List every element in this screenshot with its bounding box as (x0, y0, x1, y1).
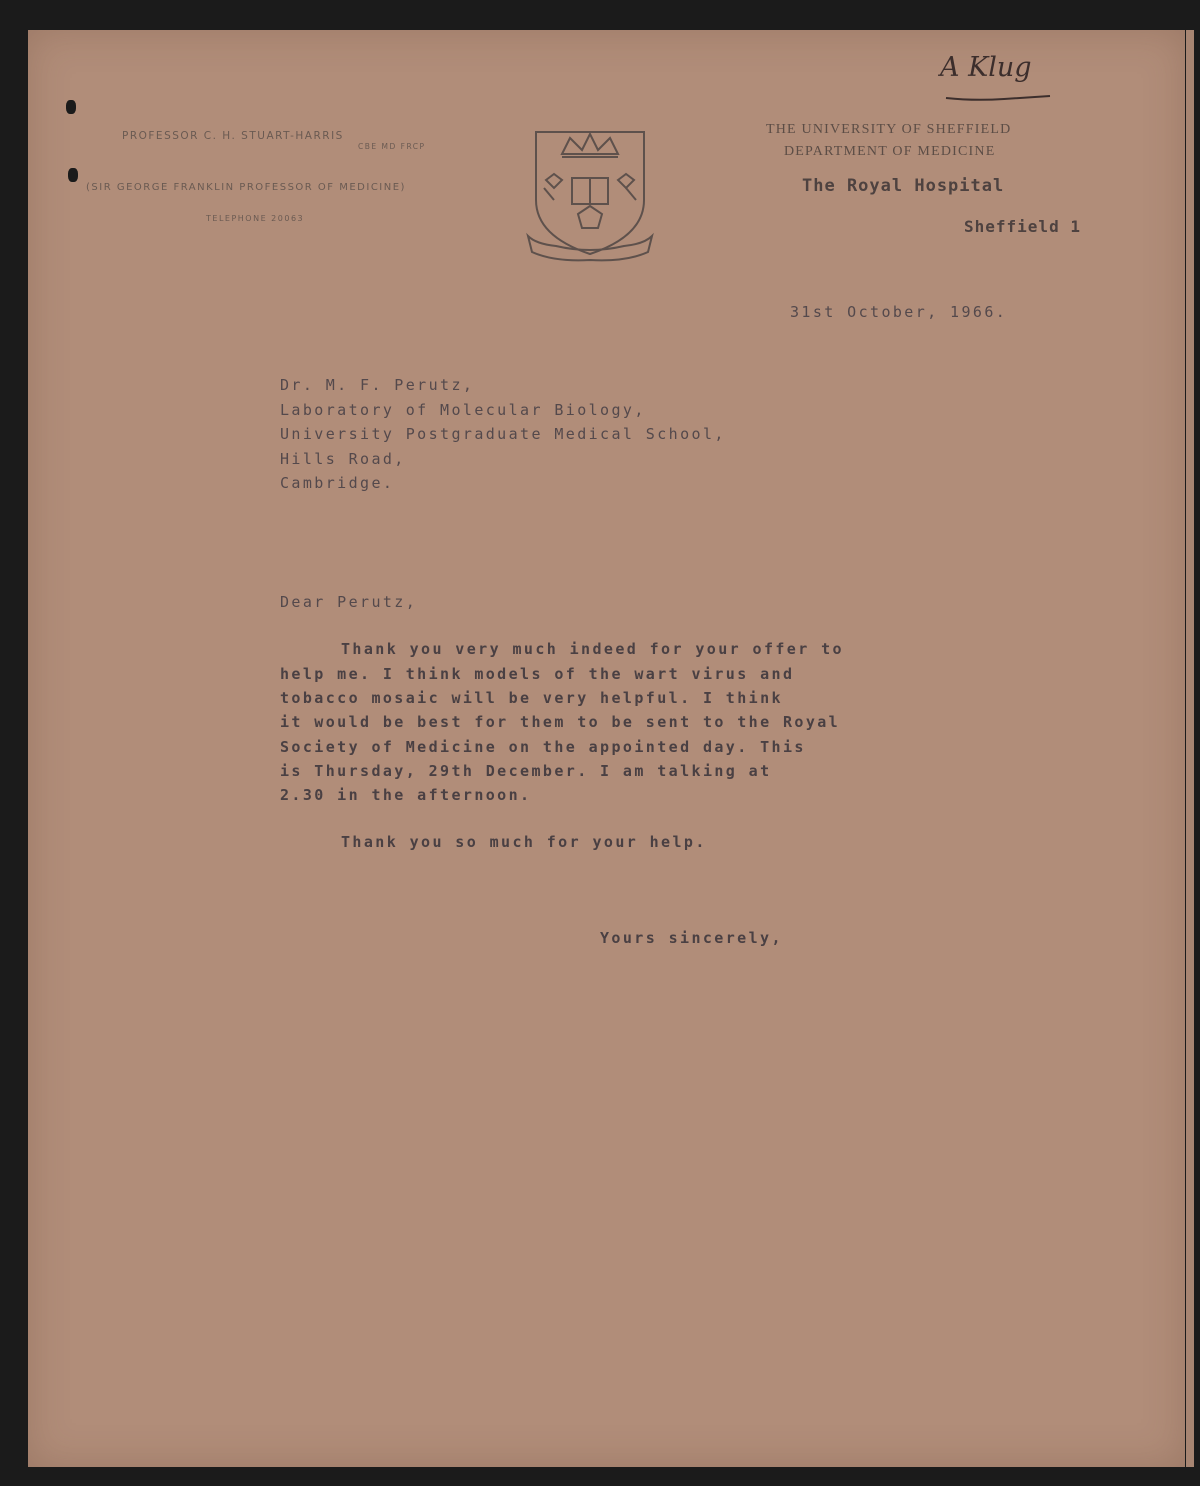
recipient-line: Laboratory of Molecular Biology, (280, 401, 646, 419)
punch-hole-bottom (68, 168, 78, 182)
hospital-city: Sheffield 1 (964, 217, 1081, 236)
handwritten-underline (944, 91, 1052, 105)
university-crest (526, 124, 654, 270)
recipient-line: University Postgraduate Medical School, (280, 425, 726, 443)
professor-name: PROFESSOR C. H. STUART-HARRIS (122, 130, 344, 142)
body-line: it would be best for them to be sent to the Royal (280, 713, 841, 731)
sheet-edge (1186, 30, 1194, 1467)
department-name: DEPARTMENT OF MEDICINE (784, 144, 996, 159)
letter-date: 31st October, 1966. (790, 303, 1008, 321)
body-line: 2.30 in the afternoon. (280, 786, 532, 804)
body-line: is Thursday, 29th December. I am talking at (280, 762, 772, 780)
recipient-line: Dr. M. F. Perutz, (280, 376, 475, 394)
body-line: Thank you very much indeed for your offer to (341, 640, 844, 658)
closing: Yours sincerely, (600, 929, 783, 947)
recipient-line: Hills Road, (280, 450, 406, 468)
body-line: tobacco mosaic will be very helpful. I think (280, 689, 783, 707)
thanks-line: Thank you so much for your help. (341, 833, 707, 851)
hospital-name: The Royal Hospital (802, 176, 1005, 196)
salutation: Dear Perutz, (280, 593, 418, 611)
university-name: THE UNIVERSITY OF SHEFFIELD (766, 122, 1012, 137)
professorship-title: (SIR GEORGE FRANKLIN PROFESSOR OF MEDICINE) (86, 182, 406, 193)
handwritten-note: A Klug (940, 52, 1032, 83)
punch-hole-top (66, 100, 76, 114)
recipient-line: Cambridge. (280, 474, 395, 492)
body-line: Society of Medicine on the appointed day. This (280, 738, 806, 756)
professor-honours: CBE MD FRCP (358, 142, 426, 151)
telephone-number: TELEPHONE 20063 (206, 214, 305, 223)
body-line: help me. I think models of the wart virus and (280, 665, 795, 683)
